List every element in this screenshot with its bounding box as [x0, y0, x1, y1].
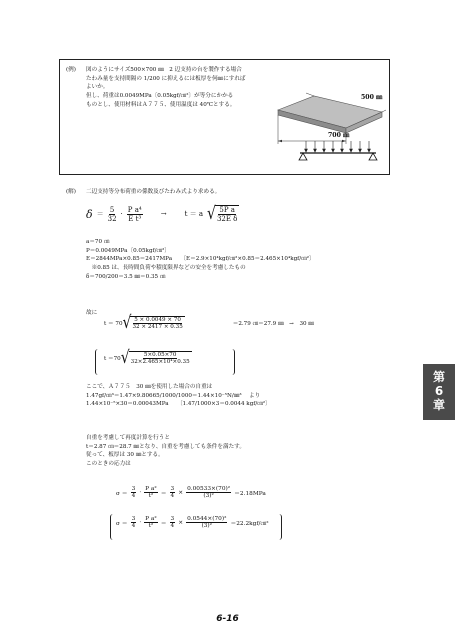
deflection-formula: δ ＝ $\frac{5}{32}$ · $\frac{\text{P a⁴}}{\text{E t³}}$ → t ＝ a √ $\frac{\text{5P a}}{\text{32E δ}}$ — [86, 204, 238, 224]
radical-icon: √ — [120, 348, 130, 368]
left-support — [299, 153, 307, 160]
beam-diagram — [298, 141, 378, 165]
stress-calc-kgf: σ ＝ $\frac{3}{4}$ · $\frac{\text{P a²}}{\text{t²}}$ ＝ $\frac{3}{4}$ × $\frac{\text{0.0544×(70)²}}{\text{(3)²}}$ ＝22.2kgf/㎝² — [116, 516, 269, 529]
formula-root: √ $\frac{\text{5P a}}{\text{32E δ}}$ — [207, 204, 238, 224]
radical-icon: √ — [207, 204, 216, 224]
example-line: よいか。 — [86, 84, 109, 91]
formula-fraction: $\frac{\text{P a⁴}}{\text{E t³}}$ — [127, 205, 142, 223]
thickness-calc-si: t ＝ 70 √ $\frac{5 \times 0.0049 \times 70}{32 \times 2417 \times 0.35}$ ＝2.79 ㎝＝27.9 ㎜ → 30 ㎜ — [104, 313, 314, 333]
formula-lhs: δ — [86, 207, 93, 221]
chapter-tab-number: 6 — [434, 384, 444, 399]
self-weight-text — [86, 383, 271, 409]
dimension-width-label: 500 ㎜ — [361, 94, 383, 101]
recheck-line: このときの応力は — [86, 460, 131, 467]
radical-icon: √ — [122, 313, 132, 333]
example-tag: (例) — [66, 67, 76, 73]
right-support — [369, 153, 377, 160]
given-values — [86, 238, 315, 281]
stress-result-kgf: ＝22.2kgf/㎝² — [230, 521, 269, 527]
stress-calc-si: σ ＝ $\frac{3}{4}$ · $\frac{\text{P a²}}{\text{t²}}$ ＝ $\frac{3}{4}$ × $\frac{\text{0.00533×(70)²}}{\text{(3)²}}$ ＝2.18MPa — [116, 486, 266, 499]
chapter-tab-char: 第 — [432, 370, 445, 385]
example-text — [86, 66, 246, 109]
example-line: ものとし、使用材料はＡ７７５、使用温度は 40℃とする。 — [86, 101, 236, 108]
example-line: 但し、荷重は0.0049MPa〔0.05kgf/㎝²〕が等分にかかる — [86, 92, 234, 99]
given-line: ※0.85 は、長時間負荷や積度限界などの安全を考慮したもの — [86, 264, 246, 271]
chapter-tab-char: 章 — [432, 397, 445, 412]
dimension-length-label: 700 ㎜ — [328, 132, 350, 139]
page-number: 6-16 — [216, 614, 239, 624]
weight-line: ここで、Ａ７７５ 30 ㎜を使用した場合の自重は — [86, 384, 213, 390]
recheck-line: 自重を考慮して再度計算を行うと — [86, 435, 170, 441]
given-line: E＝2844MPa×0.85＝2417MPa 〔E＝2.9×10⁴kgf/㎝²×0.85＝2.465×10⁴kgf/㎝²〕 — [86, 256, 315, 263]
given-line: P＝0.0049MPa〔0.05kgf/㎝²〕 — [86, 247, 170, 254]
weight-line: 1.44×10⁻⁵×30＝0.00043MPa 〔1.47/1000×3＝0.0044 kgf/㎝²〕 — [86, 401, 271, 408]
chapter-tab — [423, 364, 455, 420]
load-arrows — [305, 141, 371, 152]
recheck-text — [86, 434, 245, 469]
recheck-line: t＝2.87 ㎝＝28.7 ㎜となり、自重を考慮しても条件を満たす。 — [86, 443, 245, 450]
recheck-line: 従って、板厚は 30 ㎜とする。 — [86, 452, 164, 459]
stress-result-si: ＝2.18MPa — [234, 491, 266, 497]
thickness-calc-kgf: t ＝70 √ $\frac{5\times 0.05\times 70}{\text{32×2.465×10⁴×0.35}}$ — [104, 348, 190, 368]
therefore-label: 故に — [86, 310, 98, 316]
weight-line: 1.47gf/㎝³＝1.47×9.80665/1000/1000＝1.44×10⁻⁵N/㎜³ より — [86, 392, 261, 399]
formula-arrow: → — [160, 210, 167, 218]
example-line: 図のようにサイズ500×700 ㎜ 2 辺支持の台を製作する場合 — [86, 67, 242, 73]
thickness-result: ＝2.79 ㎝＝27.9 ㎜ → 30 ㎜ — [232, 321, 314, 327]
given-line: a＝70 ㎝ — [86, 239, 110, 245]
example-line: たわみ量を支持間隔の 1/200 に抑えるには板厚を何㎜にすれば — [86, 75, 246, 82]
given-line: δ＝700/200＝3.5 ㎜＝0.35 ㎝ — [86, 273, 166, 280]
formula-t-expr: t ＝ a — [184, 210, 204, 218]
solution-tag: (解) — [66, 189, 76, 195]
formula-coef: $\frac{5}{32}$ — [107, 205, 117, 223]
solution-intro: 二辺支持等分布荷重の係数及びたわみ式より求める。 — [86, 189, 221, 195]
